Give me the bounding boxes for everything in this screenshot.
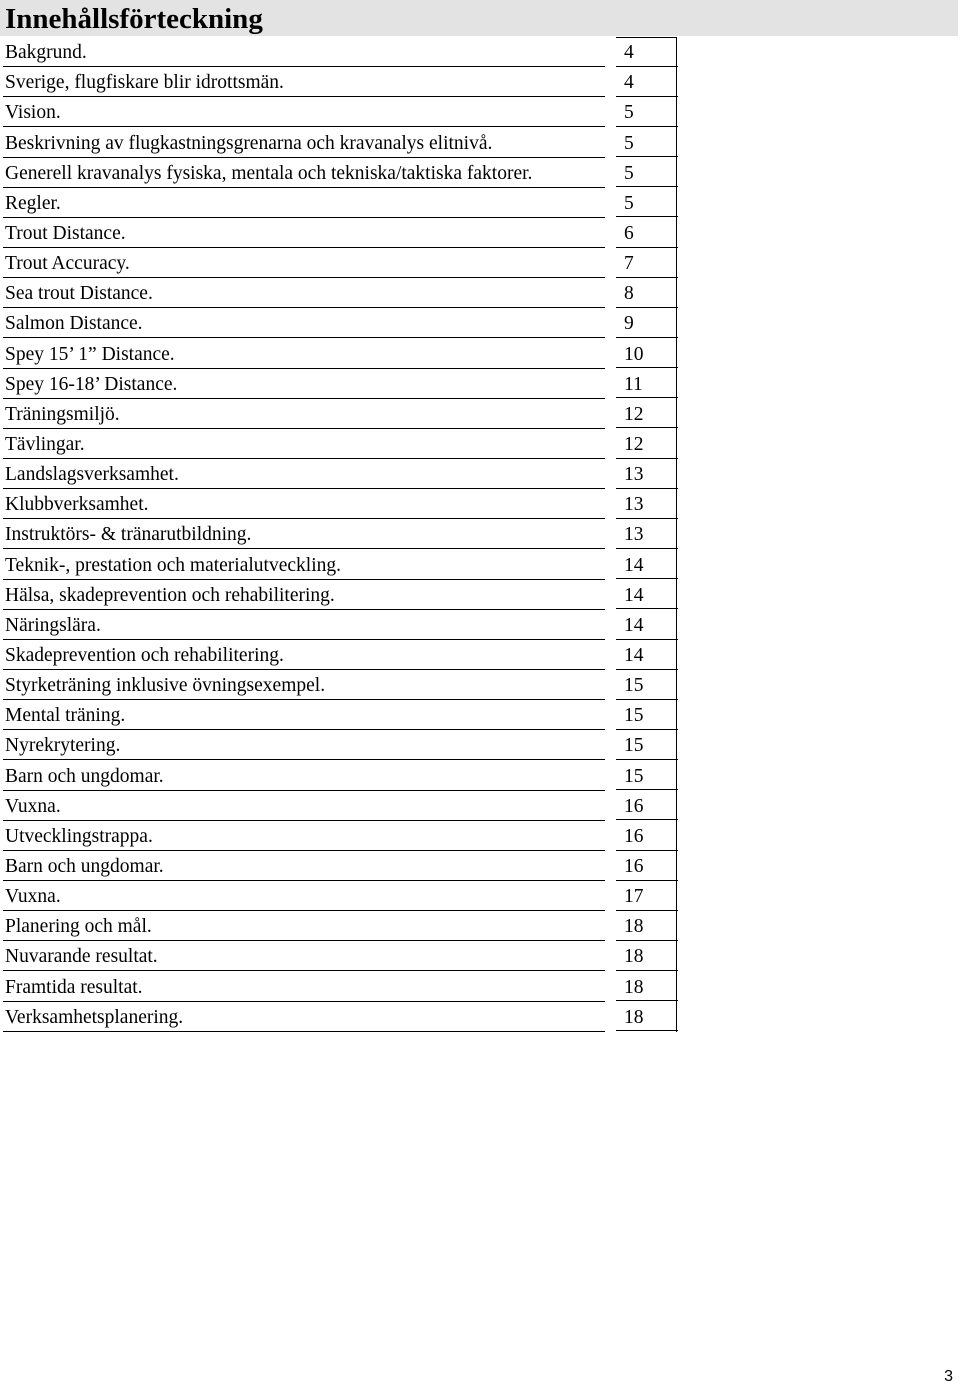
page-cell-rule bbox=[616, 880, 678, 881]
toc-entry[interactable] bbox=[0, 489, 680, 519]
page-cell-rule bbox=[616, 66, 678, 67]
toc-entry-page: 16 bbox=[624, 855, 644, 877]
toc-entry-title: Styrketräning inklusive övningsexempel. bbox=[5, 675, 326, 697]
toc-entry[interactable] bbox=[0, 188, 680, 218]
toc-entry-page: 15 bbox=[624, 675, 644, 697]
toc-entry-title: Tävlingar. bbox=[5, 433, 85, 455]
toc-entry[interactable] bbox=[0, 67, 680, 97]
toc-entry-page: 4 bbox=[624, 72, 634, 94]
toc-entry[interactable] bbox=[0, 1002, 680, 1032]
toc-entry[interactable] bbox=[0, 338, 680, 368]
toc-entry-title: Utvecklingstrappa. bbox=[5, 825, 153, 847]
page-cell-rule bbox=[616, 970, 678, 971]
page-cell-rule bbox=[616, 126, 678, 127]
toc-entry[interactable] bbox=[0, 700, 680, 730]
toc-entry[interactable] bbox=[0, 37, 680, 67]
page-cell-rule bbox=[616, 1000, 678, 1001]
toc-entry-title: Vision. bbox=[5, 102, 61, 124]
toc-entry[interactable] bbox=[0, 429, 680, 459]
toc-entry-title: Nuvarande resultat. bbox=[5, 946, 158, 968]
page-cell-rule bbox=[616, 1030, 678, 1031]
toc-entry-page: 5 bbox=[624, 132, 634, 154]
toc-entry-page: 9 bbox=[624, 313, 634, 335]
toc-entry-page: 14 bbox=[624, 644, 644, 666]
toc-entry-page: 5 bbox=[624, 192, 634, 214]
page-cell-rule bbox=[616, 186, 678, 187]
page-cell-rule bbox=[616, 578, 678, 579]
toc-entry[interactable] bbox=[0, 821, 680, 851]
page-cell-rule bbox=[616, 397, 678, 398]
toc-entry[interactable] bbox=[0, 399, 680, 429]
toc-entry[interactable] bbox=[0, 670, 680, 700]
toc-entry-title: Landslagsverksamhet. bbox=[5, 464, 179, 486]
page-cell-rule bbox=[616, 337, 678, 338]
page-cell-rule bbox=[616, 458, 678, 459]
toc-entry-page: 16 bbox=[624, 825, 644, 847]
toc-entry-title: Generell kravanalys fysiska, mentala och tekniska/taktiska faktorer. bbox=[5, 162, 533, 184]
toc-entry-page: 13 bbox=[624, 524, 644, 546]
toc-entry-title: Verksamhetsplanering. bbox=[5, 1006, 184, 1028]
toc-entry-title: Vuxna. bbox=[5, 795, 61, 817]
toc-entry-title: Klubbverksamhet. bbox=[5, 494, 149, 516]
toc-entry[interactable] bbox=[0, 851, 680, 881]
toc-entry[interactable] bbox=[0, 580, 680, 610]
toc-entry[interactable] bbox=[0, 549, 680, 579]
toc-entry-title: Sverige, flugfiskare blir idrottsmän. bbox=[5, 72, 284, 94]
toc-entry[interactable] bbox=[0, 760, 680, 790]
toc-entry-title: Planering och mål. bbox=[5, 916, 152, 938]
page-cell-rule bbox=[616, 156, 678, 157]
toc-entry[interactable] bbox=[0, 971, 680, 1001]
toc-entry-page: 8 bbox=[624, 283, 634, 305]
toc-entry[interactable] bbox=[0, 941, 680, 971]
toc-entry[interactable] bbox=[0, 97, 680, 127]
toc-entry-title: Spey 16-18’ Distance. bbox=[5, 373, 178, 395]
toc-entry-page: 14 bbox=[624, 614, 644, 636]
toc-entry[interactable] bbox=[0, 459, 680, 489]
page-cell-rule bbox=[616, 96, 678, 97]
toc-entry[interactable] bbox=[0, 519, 680, 549]
page-cell-rule bbox=[616, 608, 678, 609]
toc-entry-page: 12 bbox=[624, 403, 644, 425]
toc-entry-page: 15 bbox=[624, 705, 644, 727]
toc-entry[interactable] bbox=[0, 127, 680, 157]
toc-entry-title: Framtida resultat. bbox=[5, 976, 143, 998]
toc-entry[interactable] bbox=[0, 730, 680, 760]
toc-entry[interactable] bbox=[0, 158, 680, 188]
page-cell-rule bbox=[616, 759, 678, 760]
toc-entry[interactable] bbox=[0, 791, 680, 821]
toc-entry-page: 7 bbox=[624, 253, 634, 275]
toc-entry[interactable] bbox=[0, 218, 680, 248]
toc-entry[interactable] bbox=[0, 881, 680, 911]
toc-entry-title: Teknik-, prestation och materialutveckling. bbox=[5, 554, 341, 576]
toc-entry-page: 10 bbox=[624, 343, 644, 365]
toc-entry-title: Trout Accuracy. bbox=[5, 253, 130, 275]
page-cell-rule bbox=[616, 247, 678, 248]
toc-entry-page: 18 bbox=[624, 946, 644, 968]
toc-entry[interactable] bbox=[0, 640, 680, 670]
toc-entry-page: 18 bbox=[624, 976, 644, 998]
page-cell-rule bbox=[616, 488, 678, 489]
page-cell-rule bbox=[616, 307, 678, 308]
toc-entry[interactable] bbox=[0, 248, 680, 278]
page-cell-rule bbox=[616, 427, 678, 428]
toc-entry-title: Träningsmiljö. bbox=[5, 403, 120, 425]
page-cell-rule bbox=[616, 699, 678, 700]
page-cell-rule bbox=[616, 850, 678, 851]
toc-entry-page: 6 bbox=[624, 222, 634, 244]
toc-entry-title: Salmon Distance. bbox=[5, 313, 143, 335]
toc-entry-page: 15 bbox=[624, 765, 644, 787]
toc-entry-page: 13 bbox=[624, 494, 644, 516]
page-cell-rule bbox=[616, 639, 678, 640]
toc-entry-title: Barn och ungdomar. bbox=[5, 765, 164, 787]
toc-entry-page: 14 bbox=[624, 554, 644, 576]
toc-entry-title: Barn och ungdomar. bbox=[5, 855, 164, 877]
page-cell-rule bbox=[616, 216, 678, 217]
page-cell-rule bbox=[616, 729, 678, 730]
toc-entry-page: 11 bbox=[624, 373, 643, 395]
page-cell-rule bbox=[616, 518, 678, 519]
page-cell-rule bbox=[616, 277, 678, 278]
toc-entry-title: Spey 15’ 1” Distance. bbox=[5, 343, 175, 365]
toc-entry-title: Sea trout Distance. bbox=[5, 283, 153, 305]
toc-entry-title: Hälsa, skadeprevention och rehabilitering. bbox=[5, 584, 335, 606]
page-number: 3 bbox=[944, 1368, 953, 1385]
toc-entry-page: 17 bbox=[624, 886, 644, 908]
toc-entry-title: Mental träning. bbox=[5, 705, 126, 727]
page-cell-rule bbox=[616, 367, 678, 368]
toc-entry[interactable] bbox=[0, 278, 680, 308]
page-cell-rule bbox=[616, 940, 678, 941]
toc-entry-title: Bakgrund. bbox=[5, 42, 87, 64]
toc-entry[interactable] bbox=[0, 308, 680, 338]
toc-list bbox=[0, 37, 680, 1032]
toc-entry-page: 14 bbox=[624, 584, 644, 606]
toc-entry-rule bbox=[3, 1031, 605, 1032]
toc-entry[interactable] bbox=[0, 369, 680, 399]
toc-entry-title: Vuxna. bbox=[5, 886, 61, 908]
page-cell-rule bbox=[616, 910, 678, 911]
toc-entry-page: 5 bbox=[624, 102, 634, 124]
toc-entry-title: Skadeprevention och rehabilitering. bbox=[5, 644, 284, 666]
page-cell-rule bbox=[616, 819, 678, 820]
page-cell-rule bbox=[616, 789, 678, 790]
toc-entry-title: Näringslära. bbox=[5, 614, 101, 636]
toc-entry[interactable] bbox=[0, 610, 680, 640]
toc-entry-title: Instruktörs- & tränarutbildning. bbox=[5, 524, 252, 546]
toc-entry-page: 13 bbox=[624, 464, 644, 486]
page-cell-rule bbox=[616, 548, 678, 549]
page-cell-rule bbox=[616, 669, 678, 670]
toc-entry-title: Beskrivning av flugkastningsgrenarna och kravanalys elitnivå. bbox=[5, 132, 493, 154]
toc-entry-title: Regler. bbox=[5, 192, 61, 214]
toc-entry-title: Nyrekrytering. bbox=[5, 735, 121, 757]
toc-heading: Innehållsförteckning bbox=[5, 3, 263, 35]
toc-entry-title: Trout Distance. bbox=[5, 222, 126, 244]
toc-entry-page: 15 bbox=[624, 735, 644, 757]
toc-entry-page: 16 bbox=[624, 795, 644, 817]
toc-entry[interactable] bbox=[0, 911, 680, 941]
toc-entry-page: 18 bbox=[624, 916, 644, 938]
toc-entry-page: 5 bbox=[624, 162, 634, 184]
toc-entry-page: 18 bbox=[624, 1006, 644, 1028]
toc-entry-page: 12 bbox=[624, 433, 644, 455]
toc-entry-page: 4 bbox=[624, 42, 634, 64]
